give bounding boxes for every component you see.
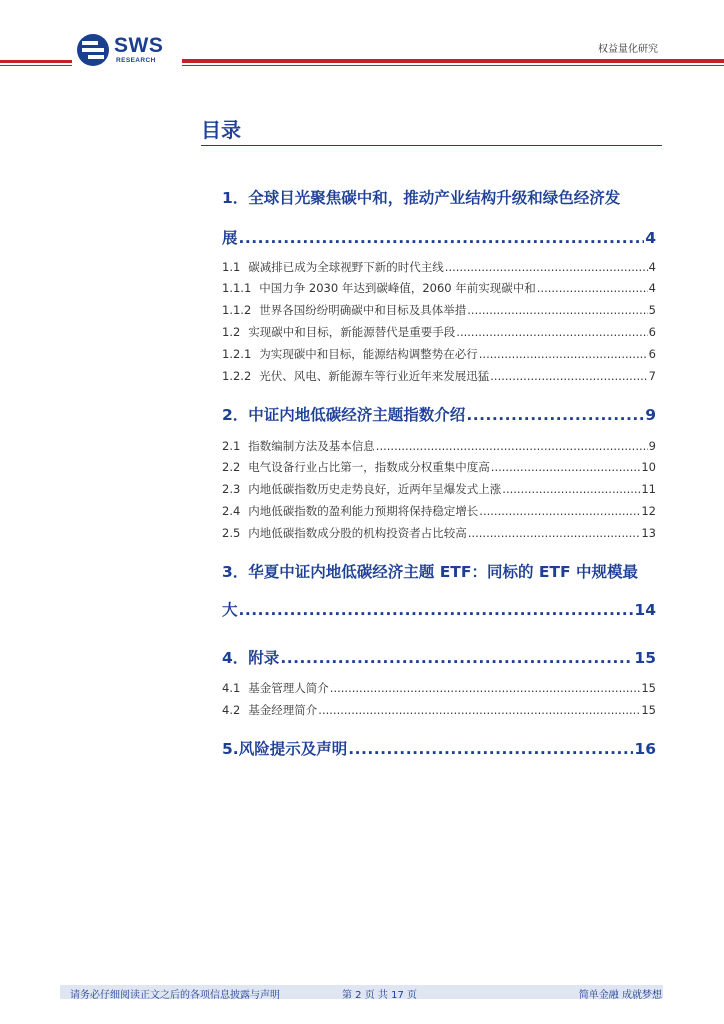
toc-leader-dots	[239, 601, 634, 619]
toc-entry-1-2[interactable]	[222, 324, 656, 340]
toc-leader-dots	[376, 439, 648, 453]
toc-title: 目录	[201, 118, 241, 142]
toc-leader-dots	[466, 406, 644, 424]
toc-entry-1-1-1[interactable]	[222, 280, 656, 296]
toc-entry-5[interactable]	[222, 737, 656, 759]
toc-leader-dots	[239, 229, 645, 247]
toc-entry-label-cont: 展	[222, 229, 238, 247]
toc-entry-number: 2.1	[222, 439, 241, 453]
toc-page-number: 9	[648, 439, 656, 453]
toc-leader-dots	[445, 260, 648, 274]
toc-entry-label: 附录	[248, 649, 280, 667]
toc-leader-dots	[490, 369, 647, 383]
toc-entry-number: 2.5	[222, 526, 241, 540]
logo-text: SWS	[114, 34, 164, 57]
toc-entry-label: 为实现碳中和目标，能源结构调整势在必行	[259, 347, 478, 361]
toc-entry-2-3[interactable]	[222, 481, 656, 497]
toc-page-number: 12	[641, 504, 656, 518]
header-rule-thin	[182, 65, 724, 66]
toc-entry-label: 基金经理简介	[248, 703, 318, 717]
toc-entry-number: 2.2	[222, 460, 241, 474]
toc-page-number: 4	[648, 281, 656, 295]
toc-leader-dots	[491, 460, 641, 474]
toc-page-number: 4	[648, 260, 656, 274]
toc-entry-number: 5.	[222, 740, 239, 758]
toc-entry-label: 中证内地低碳经济主题指数介绍	[248, 406, 466, 424]
toc-entry-number: 1.1	[222, 260, 241, 274]
toc-leader-dots	[348, 740, 633, 758]
toc-entry-2[interactable]	[222, 403, 656, 425]
toc-page-number: 15	[634, 649, 656, 667]
toc-leader-dots	[280, 649, 633, 667]
footer-disclaimer: 请务必仔细阅读正文之后的各项信息披露与声明	[70, 990, 280, 1001]
toc-entry-number: 1.2	[222, 325, 241, 339]
toc-entry-label: 内地低碳指数成分股的机构投资者占比较高	[248, 526, 467, 540]
toc-entry-label: 内地低碳指数的盈利能力预期将保持稳定增长	[248, 504, 479, 518]
toc-title-rule	[201, 145, 662, 146]
toc-page-number: 14	[634, 601, 656, 619]
footer-page-info: 第 2 页 共 17 页	[342, 990, 417, 1001]
toc-leader-dots	[318, 703, 640, 717]
toc-entry-label: 电气设备行业占比第一，指数成分权重集中度高	[248, 460, 490, 474]
toc-page-number: 6	[648, 347, 656, 361]
toc-page-number: 11	[641, 482, 656, 496]
toc-entry-label: 碳减排已成为全球视野下新的时代主线	[248, 260, 444, 274]
toc-entry-number: 1.2.2	[222, 369, 252, 383]
toc-entry-number: 4.2	[222, 703, 241, 717]
toc-entry-4-2[interactable]	[222, 702, 656, 718]
toc-entry-number: 2．	[222, 406, 249, 424]
toc-entry-label: 指数编制方法及基本信息	[248, 439, 375, 453]
toc-entry-2-1[interactable]	[222, 438, 656, 454]
toc-leader-dots	[456, 325, 647, 339]
toc-entry-2-4[interactable]	[222, 503, 656, 519]
toc-page-number: 13	[641, 526, 656, 540]
toc-entry-label: 华夏中证内地低碳经济主题 ETF：同标的 ETF 中规模最	[248, 563, 638, 581]
toc-page-number: 4	[645, 229, 656, 247]
toc-entry-3-line1[interactable]	[222, 560, 662, 582]
toc-entry-1-line1[interactable]	[222, 186, 662, 208]
sws-logo-icon	[76, 33, 110, 67]
toc-entry-label: 世界各国纷纷明确碳中和目标及具体举措	[259, 303, 467, 317]
toc-page-number: 16	[634, 740, 656, 758]
toc-entry-number: 2.3	[222, 482, 241, 496]
toc-entry-1-1[interactable]	[222, 259, 656, 275]
toc-entry-number: 4.1	[222, 681, 241, 695]
toc-page-number: 15	[641, 681, 656, 695]
toc-entry-2-2[interactable]	[222, 459, 656, 475]
toc-entry-1-line2[interactable]	[222, 226, 656, 248]
toc-leader-dots	[479, 504, 640, 518]
header-rule-left	[0, 60, 72, 63]
toc-leader-dots	[502, 482, 640, 496]
toc-page-number: 15	[641, 703, 656, 717]
logo-subtext: RESEARCH	[116, 57, 156, 64]
toc-page-number: 5	[648, 303, 656, 317]
toc-page-number: 6	[648, 325, 656, 339]
toc-entry-2-5[interactable]	[222, 525, 656, 541]
footer-slogan: 简单金融 成就梦想	[578, 990, 662, 1001]
toc-entry-3-line2[interactable]	[222, 598, 656, 620]
toc-entry-label: 基金管理人简介	[248, 681, 329, 695]
toc-leader-dots	[467, 303, 647, 317]
toc-page-number: 9	[645, 406, 656, 424]
toc-leader-dots	[330, 681, 641, 695]
document-category: 权益量化研究	[598, 44, 658, 55]
toc-leader-dots	[468, 526, 641, 540]
toc-entry-number: 4．	[222, 649, 249, 667]
toc-page-number: 7	[648, 369, 656, 383]
toc-entry-label: 中国力争 2030 年达到碳峰值，2060 年前实现碳中和	[259, 281, 536, 295]
toc-entry-1-2-2[interactable]	[222, 368, 656, 384]
toc-entry-label: 全球目光聚焦碳中和，推动产业结构升级和绿色经济发	[248, 189, 621, 207]
toc-entry-label: 风险提示及声明	[238, 740, 348, 758]
toc-leader-dots	[537, 281, 648, 295]
company-logo	[76, 33, 176, 67]
toc-entry-1-1-2[interactable]	[222, 302, 656, 318]
toc-entry-label: 内地低碳指数历史走势良好，近两年呈爆发式上涨	[248, 482, 502, 496]
header-rule-main	[182, 59, 724, 63]
toc-page-number: 10	[641, 460, 656, 474]
toc-entry-number: 1.1.2	[222, 303, 252, 317]
toc-entry-number: 2.4	[222, 504, 241, 518]
toc-entry-label: 实现碳中和目标，新能源替代是重要手段	[248, 325, 456, 339]
toc-entry-4-1[interactable]	[222, 680, 656, 696]
toc-entry-label-cont: 大	[222, 601, 238, 619]
toc-entry-number: 1.2.1	[222, 347, 252, 361]
toc-entry-number: 1．	[222, 189, 249, 207]
toc-entry-number: 1.1.1	[222, 281, 252, 295]
header-rule-left-thin	[0, 65, 72, 66]
toc-entry-1-2-1[interactable]	[222, 346, 656, 362]
toc-leader-dots	[479, 347, 648, 361]
toc-entry-label: 光伏、风电、新能源车等行业近年来发展迅猛	[259, 369, 490, 383]
toc-entry-number: 3．	[222, 563, 249, 581]
toc-entry-4[interactable]	[222, 646, 656, 668]
